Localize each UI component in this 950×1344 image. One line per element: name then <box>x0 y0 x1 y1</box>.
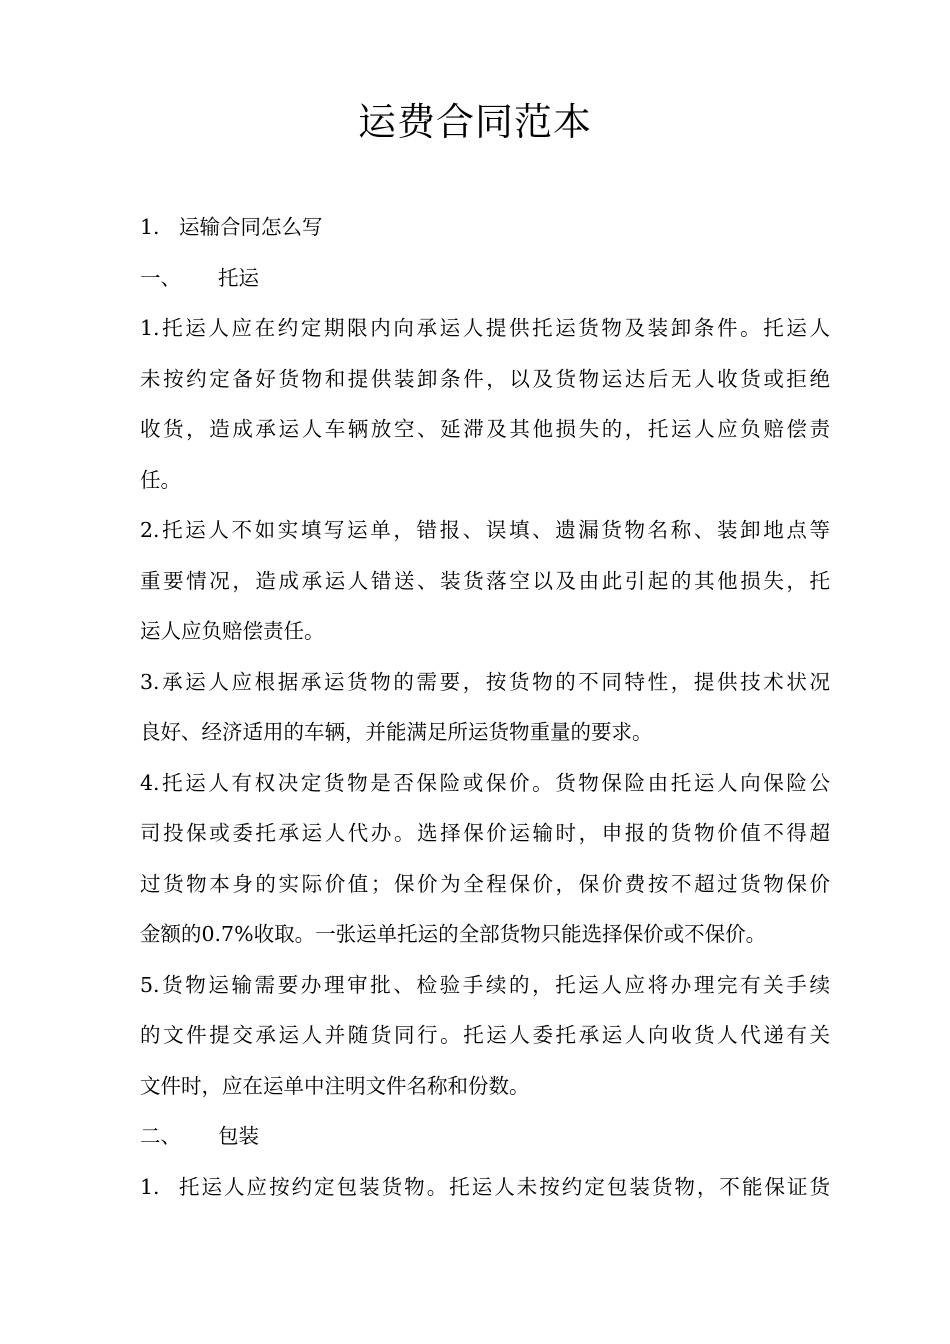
paragraph-line: 托运人应按约定包装货物。托运人未按约定包装货物，不能保证货 <box>179 1174 830 1199</box>
paragraph-line: 任。 <box>140 467 181 492</box>
paragraph-line: 金额的0.7%收取。一张运单托运的全部货物只能选择保价或不保价。 <box>140 922 767 946</box>
heading-number: 1. <box>140 215 160 239</box>
heading-text: 运输合同怎么写 <box>179 215 323 239</box>
document-body <box>140 202 830 1212</box>
section-title: 包装 <box>218 1124 259 1148</box>
paragraph-line: 5.货物运输需要办理审批、检验手续的，托运人应将办理完有关手续 <box>140 972 830 997</box>
section-number: 二、 <box>140 1124 181 1148</box>
section-number: 一、 <box>140 265 181 290</box>
paragraph-line: 文件时，应在运单中注明文件名称和份数。 <box>140 1073 530 1098</box>
paragraph-5 <box>140 960 830 1112</box>
heading-item <box>140 202 830 253</box>
section-heading-1 <box>140 253 830 304</box>
paragraph-line: 未按约定备好货物和提供装卸条件，以及货物运达后无人收货或拒绝 <box>140 366 830 391</box>
paragraph-2 <box>140 505 830 657</box>
paragraph-line: 收货，造成承运人车辆放空、延滞及其他损失的，托运人应负赔偿责 <box>140 417 830 441</box>
paragraph-line: 2.托运人不如实填写运单，错报、误填、遗漏货物名称、装卸地点等 <box>140 518 830 542</box>
paragraph-1 <box>140 303 830 505</box>
paragraph-4 <box>140 758 830 960</box>
document-title: 运费合同范本 <box>357 100 592 144</box>
paragraph-line: 4.托运人有权决定货物是否保险或保价。货物保险由托运人向保险公 <box>140 770 830 795</box>
paragraph-line: 的文件提交承运人并随货同行。托运人委托承运人向收货人代递有关 <box>140 1023 830 1047</box>
paragraph-line: 3.承运人应根据承运货物的需要，按货物的不同特性，提供技术状况 <box>140 669 830 694</box>
section-title: 托运 <box>218 265 259 290</box>
paragraph-line: 过货物本身的实际价值；保价为全程保价，保价费按不超过货物保价 <box>140 871 830 896</box>
section-heading-2 <box>140 1111 830 1162</box>
paragraph-line: 运人应负赔偿责任。 <box>140 619 325 643</box>
paragraph-line: 司投保或委托承运人代办。选择保价运输时，申报的货物价值不得超 <box>140 821 830 845</box>
paragraph-line: 1.托运人应在约定期限内向承运人提供托运货物及装卸条件。托运人 <box>140 316 830 340</box>
paragraph-6 <box>140 1162 830 1213</box>
list-number: 1. <box>140 1174 160 1199</box>
paragraph-line: 重要情况，造成承运人错送、装货落空以及由此引起的其他损失，托 <box>140 568 830 593</box>
paragraph-line: 良好、经济适用的车辆，并能满足所运货物重量的要求。 <box>140 720 653 744</box>
paragraph-3 <box>140 657 830 758</box>
